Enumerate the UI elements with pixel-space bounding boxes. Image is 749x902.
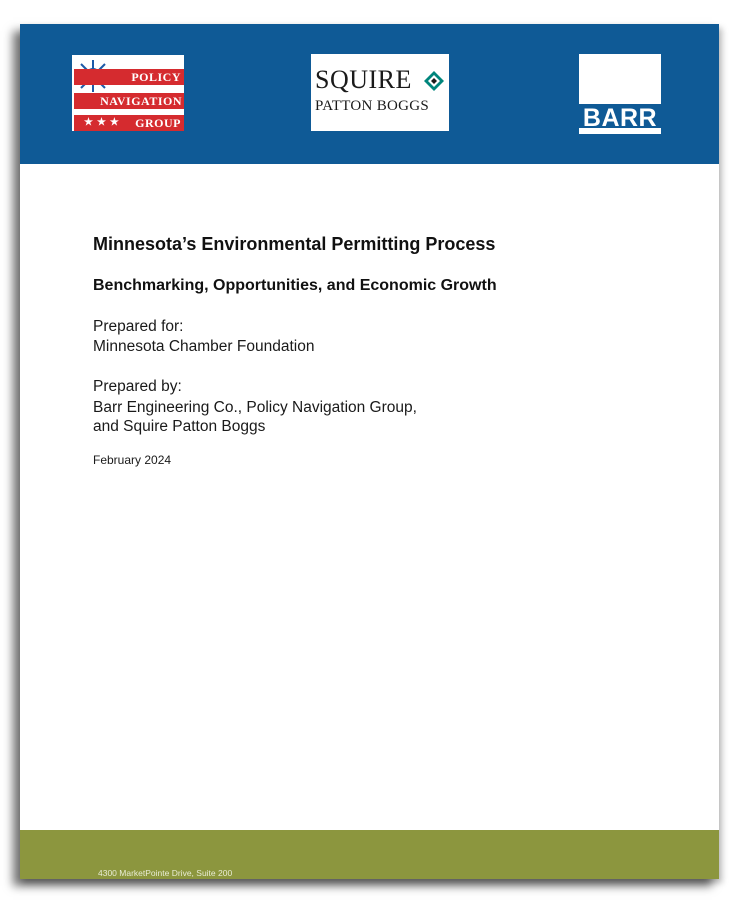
patton-boggs-wordmark: PATTON BOGGS — [315, 98, 430, 114]
report-subtitle: Benchmarking, Opportunities, and Economic Growth — [93, 277, 497, 294]
footer-band — [20, 830, 719, 879]
prepared-by-line-2: and Squire Patton Boggs — [93, 418, 266, 435]
prepared-by-line-1: Barr Engineering Co., Policy Navigation Group, — [93, 399, 417, 416]
logo-line-group-text: GROUP — [135, 116, 181, 130]
report-date: February 2024 — [93, 453, 172, 467]
squire-wordmark: SQUIRE — [315, 65, 412, 94]
prepared-for-value: Minnesota Chamber Foundation — [93, 338, 315, 355]
squire-patton-boggs-logo — [311, 54, 449, 131]
header-banner — [20, 24, 719, 164]
barr-wordmark: BARR — [579, 102, 661, 128]
barr-logo — [579, 54, 661, 134]
logo-line-navigation: NAVIGATION — [74, 93, 184, 109]
document-page — [20, 24, 719, 879]
report-title: Minnesota’s Environmental Permitting Process — [93, 234, 496, 254]
logo-line-group — [74, 115, 184, 131]
prepared-for-label: Prepared for: — [93, 318, 184, 335]
policy-navigation-group-logo — [72, 55, 184, 131]
squire-diamond-icon — [423, 70, 445, 92]
footer-address: 4300 MarketPointe Drive, Suite 200 — [98, 868, 233, 878]
prepared-by-label: Prepared by: — [93, 378, 182, 395]
logo-line-policy: POLICY — [74, 69, 184, 85]
logo-stars: ★★★ — [84, 117, 123, 128]
